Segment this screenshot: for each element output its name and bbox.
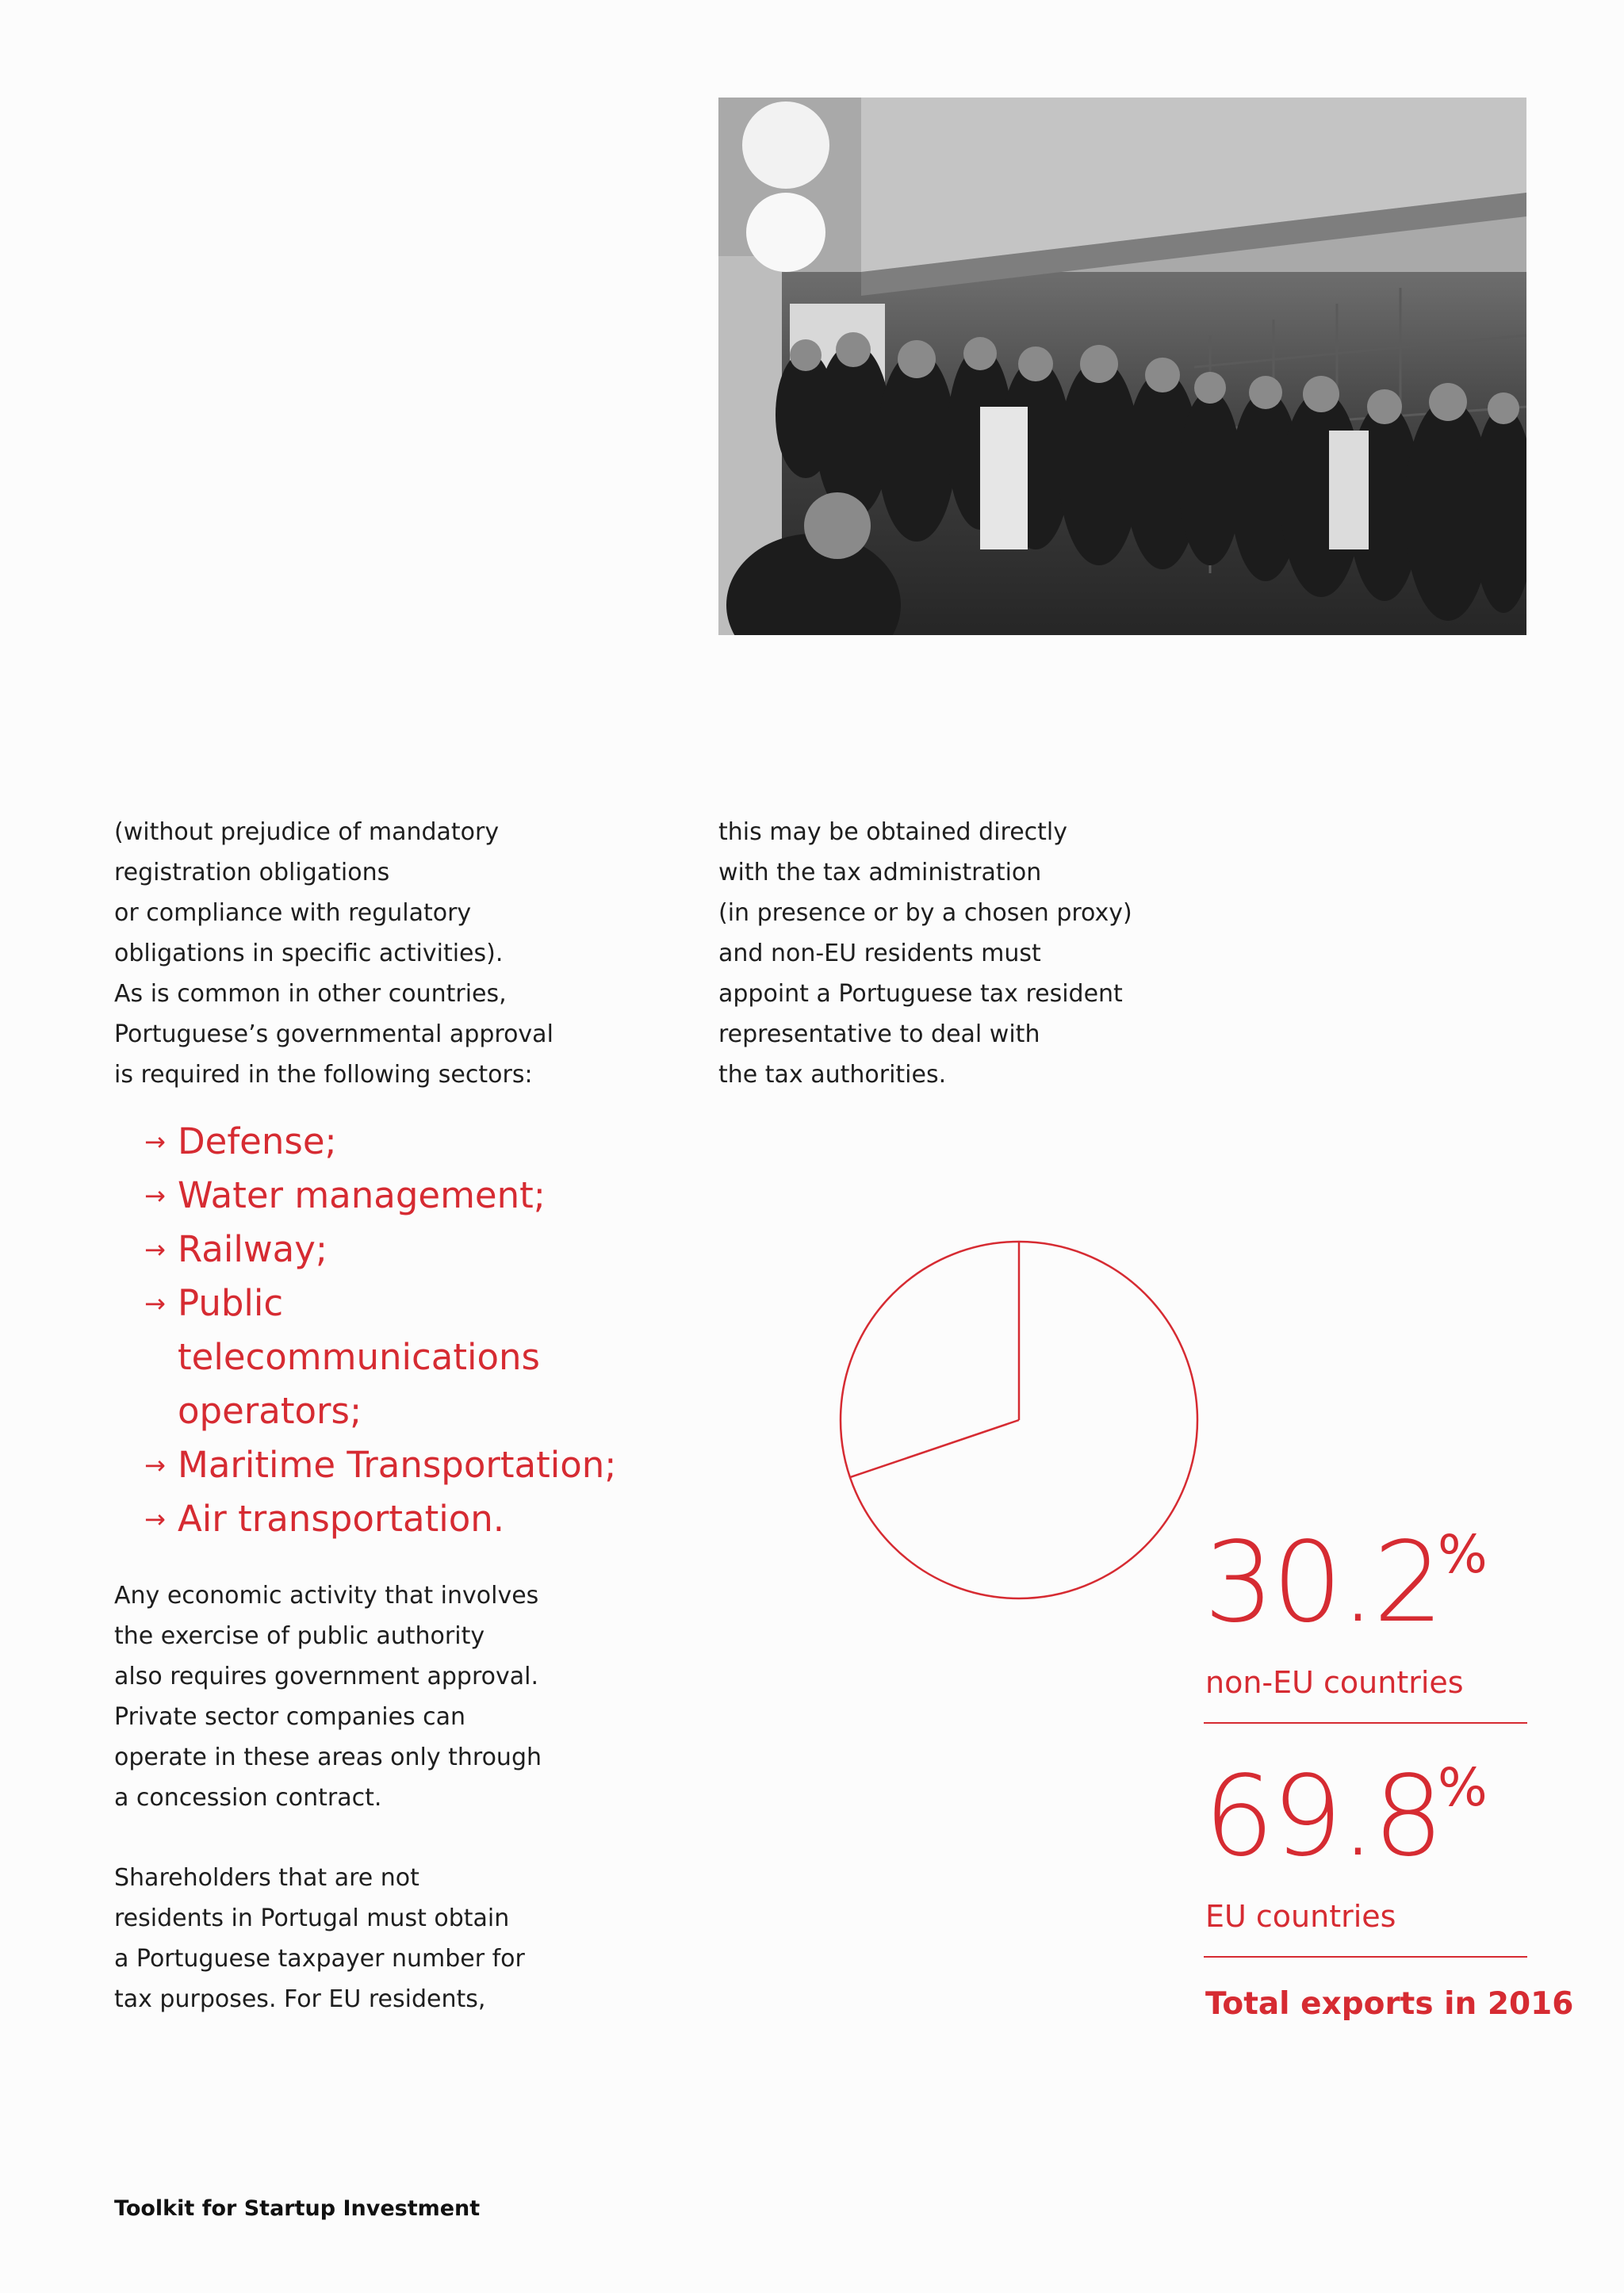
sector-list xyxy=(144,1115,636,1546)
list-item: → Air transportation. xyxy=(144,1492,636,1546)
divider xyxy=(1204,1956,1527,1958)
divider xyxy=(1204,1722,1527,1724)
pie-slice-boundary xyxy=(850,1420,1019,1477)
eu-value: 69.8 xyxy=(1204,1752,1442,1881)
footer-title: Toolkit for Startup Investment xyxy=(114,2196,481,2221)
eu-percent-sign: % xyxy=(1438,1757,1488,1818)
list-item: → Maritime Transportation; xyxy=(144,1438,636,1492)
shareholders-paragraph: Shareholders that are not residents in Portugal must obtain a Portuguese taxpayer number for tax purposes. For EU residents, xyxy=(114,1864,525,2013)
list-item: → Railway; xyxy=(144,1223,636,1277)
arrow-right-icon: → xyxy=(144,1504,166,1534)
activity-paragraph: Any economic activity that involves the exercise of public authority also requires government approval. Private sector companies can operate in these areas only through a concession contract. xyxy=(114,1582,542,1812)
list-item: → Defense; xyxy=(144,1115,636,1169)
tax-paragraph: this may be obtained directly with the tax administration (in presence or by a chosen proxy) and non-EU residents must appoint a Portuguese tax resident representative to deal with the tax authorities. xyxy=(718,818,1132,1089)
exports-pie-chart xyxy=(833,1234,1205,1606)
arrow-right-icon: → xyxy=(144,1235,166,1265)
event-photo xyxy=(718,98,1526,635)
arrow-right-icon: → xyxy=(144,1127,166,1157)
non-eu-percent-sign: % xyxy=(1438,1524,1488,1585)
list-item: → Water management; xyxy=(144,1169,636,1223)
arrow-right-icon: → xyxy=(144,1288,166,1319)
intro-paragraph: (without prejudice of mandatory registration obligations or compliance with regulatory obligations in specific activities). As is common in other countries, Portuguese’s governmental approval is required in the following sectors: xyxy=(114,818,553,1089)
list-item: → Public telecommunications operators; xyxy=(144,1277,636,1438)
chart-caption: Total exports in 2016 xyxy=(1205,1986,1574,2022)
arrow-right-icon: → xyxy=(144,1450,166,1480)
non-eu-value: 30.2 xyxy=(1204,1518,1442,1648)
non-eu-label: non-EU countries xyxy=(1205,1665,1464,1700)
arrow-right-icon: → xyxy=(144,1181,166,1211)
eu-label: EU countries xyxy=(1205,1899,1396,1934)
